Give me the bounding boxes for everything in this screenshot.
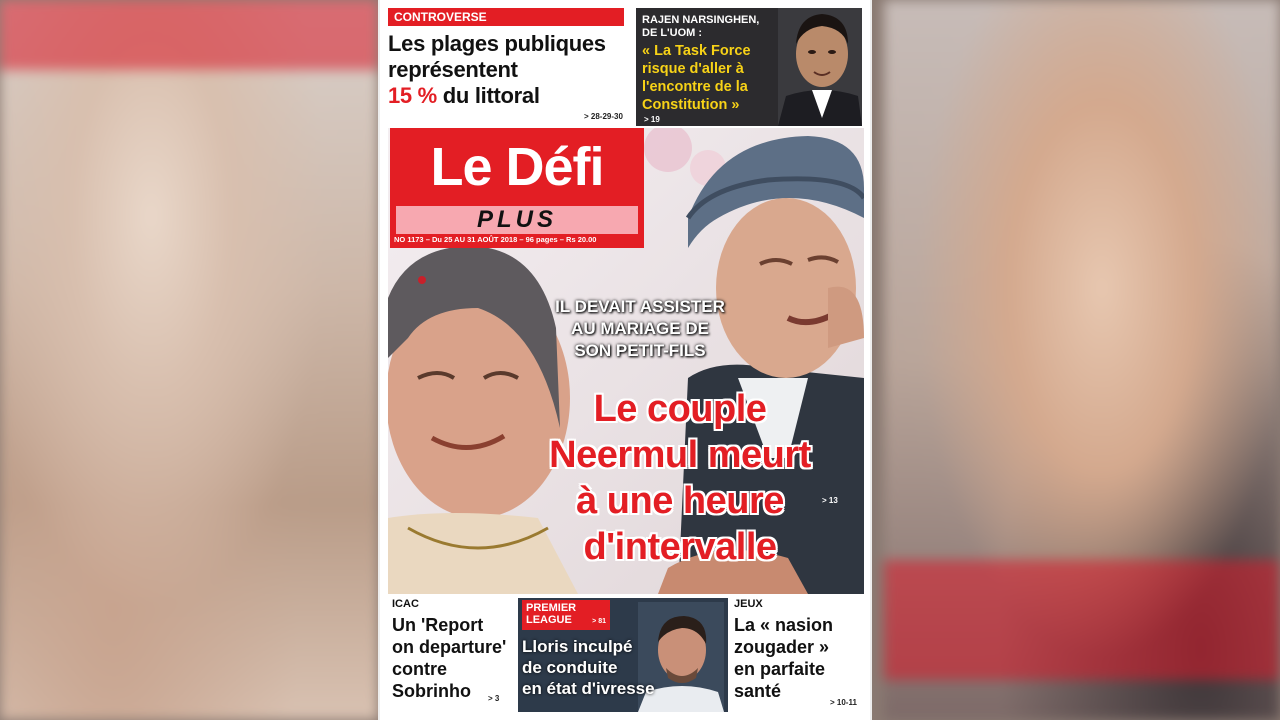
- blurred-background-right: [884, 0, 1280, 720]
- story-kicker: CONTROVERSE: [388, 8, 624, 26]
- magazine-cover: [380, 0, 870, 720]
- page-reference: > 3: [488, 694, 500, 703]
- story-rajen-narsinghen: [636, 8, 862, 126]
- premier-league-tag: PREMIER LEAGUE > 81: [522, 600, 610, 630]
- masthead-title: Le Défi: [430, 137, 604, 197]
- story-kicker: ICAC: [392, 598, 419, 610]
- story-premier-league: [518, 598, 728, 712]
- story-kicker: JEUX: [734, 598, 763, 610]
- page-reference: > 10-11: [830, 698, 857, 707]
- portrait-photo: [778, 8, 862, 126]
- masthead-logo: [390, 128, 644, 248]
- story-headline: La « nasion zougader » en parfaite santé: [734, 615, 834, 701]
- page-reference: > 19: [644, 115, 660, 124]
- interviewee-name: RAJEN NARSINGHEN, DE L'UOM :: [642, 14, 760, 39]
- story-jeux: [734, 598, 862, 712]
- issue-info: NO 1173 – Du 25 AU 31 AOÛT 2018 – 96 pages – Rs 20.00: [394, 235, 597, 244]
- masthead-plus: PLUS: [476, 206, 557, 233]
- main-story-headline: Le couple Neermul meurt à une heure d'intervalle: [549, 388, 811, 568]
- story-headline: Les plages publiques représentent 15 % du littoral: [388, 31, 606, 108]
- bottom-stories: [388, 598, 864, 712]
- main-story-subhead: IL DEVAIT ASSISTER AU MARIAGE DE SON PETIT-FILS: [555, 297, 725, 360]
- page-reference: > 13: [822, 496, 838, 505]
- page-reference: > 28-29-30: [584, 112, 623, 121]
- story-headline: Un 'Report on departure' contre Sobrinho: [392, 615, 507, 701]
- blurred-background-left: [0, 0, 378, 720]
- story-headline: Lloris inculpé de conduite en état d'ivresse: [522, 637, 655, 698]
- interviewee-quote: « La Task Force risque d'aller à l'encontre de la Constitution »: [642, 43, 751, 113]
- story-plages-publiques: [388, 8, 628, 124]
- story-icac: [392, 598, 514, 712]
